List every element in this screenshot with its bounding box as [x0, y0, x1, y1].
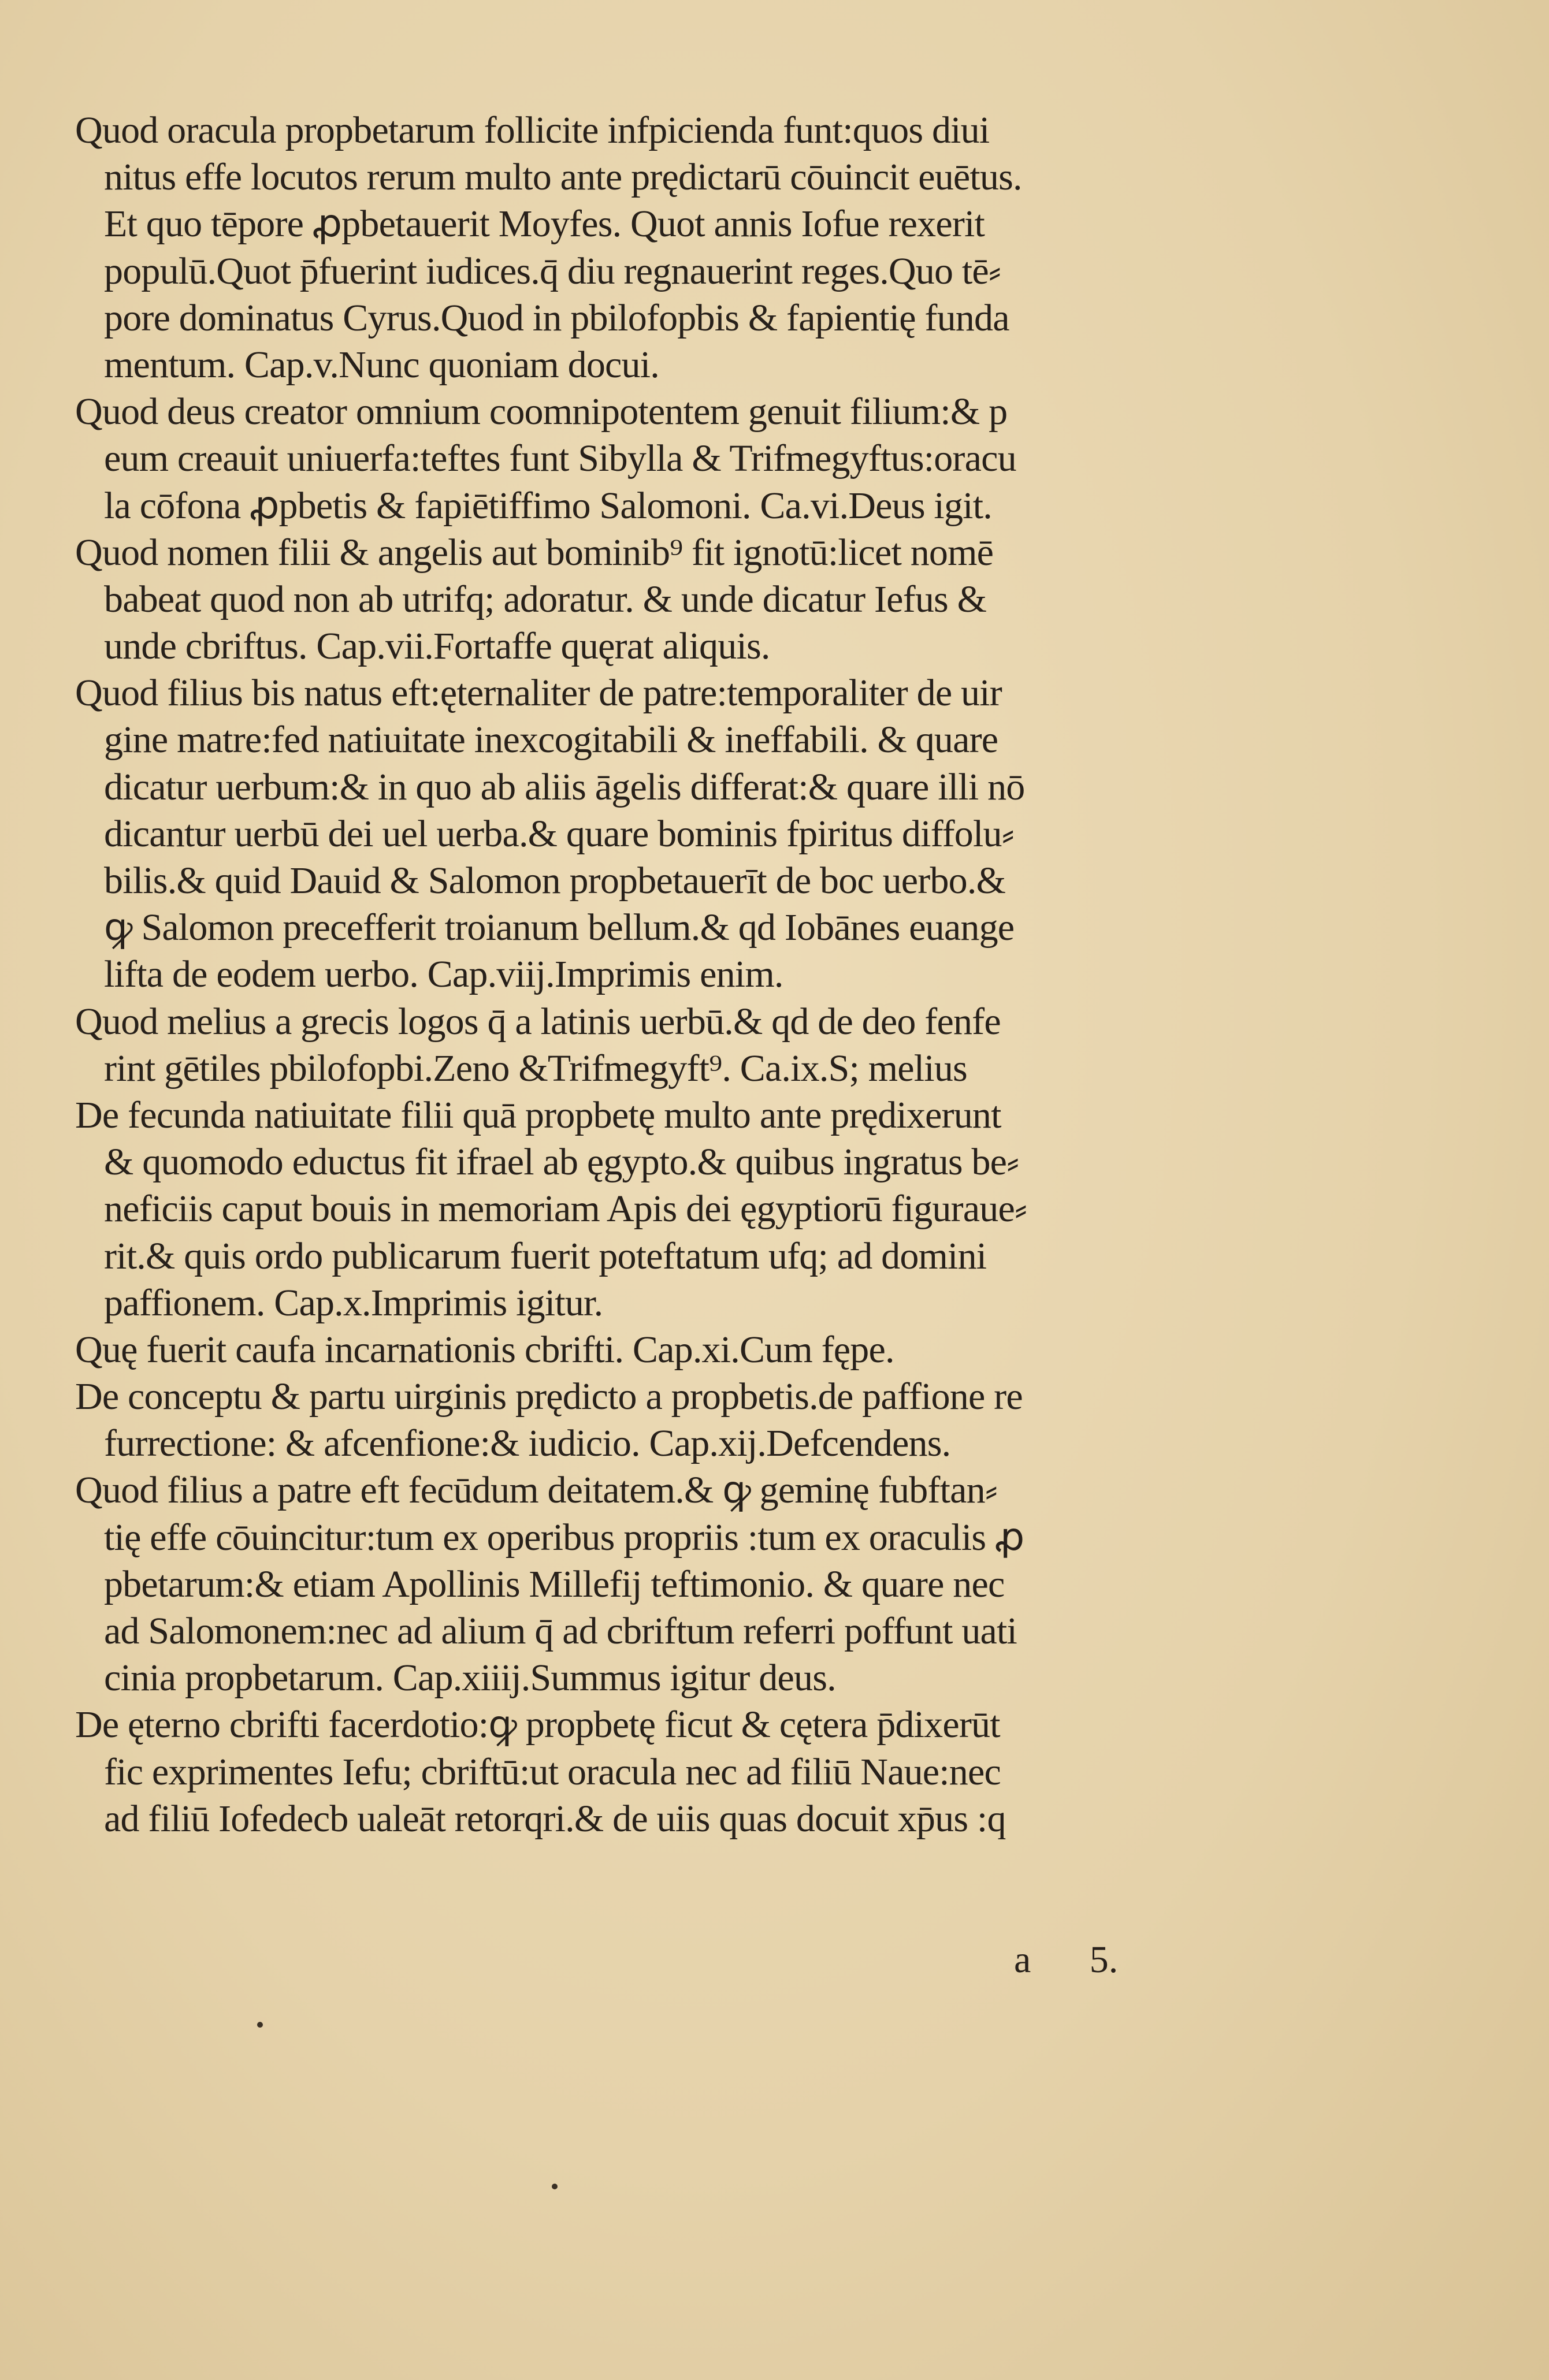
text-line-33: ad Salomonem:nec ad alium q̄ ad cbriftum referri poffunt uati [104, 1610, 1017, 1652]
text-line-5: pore dominatus Cyrus.Quod in pbilofopbis & fapientię funda [104, 296, 1009, 339]
ink-speck [552, 2184, 558, 2189]
text-line-26: paffionem. Cap.x.Imprimis igitur. [104, 1281, 603, 1324]
text-line-20: Quod melius a grecis logos q̄ a latinis uerbū.& qd de deo fenfe [75, 1000, 1001, 1043]
text-line-23: & quomodo eductus fit ifrael ab ęgypto.& quibus ingratus be⸗ [104, 1141, 1019, 1184]
text-line-11: babeat quod non ab utrifq; adoratur. & unde dicatur Iefus & [104, 578, 987, 620]
signature-number: 5. [1089, 1939, 1119, 1981]
text-line-17: bilis.& quid Dauid & Salomon propbetauerīt de boc uerbo.& [104, 860, 1006, 902]
text-line-9: la cōfona ꝓpbetis & fapiētiffimo Salomoni. Ca.vi.Deus igit. [104, 484, 992, 527]
text-line-10: Quod nomen filii & angelis aut bominib⁹ fit ignotū:licet nomē [75, 531, 994, 574]
text-line-32: pbetarum:& etiam Apollinis Millefij teftimonio. & quare nec [104, 1563, 1005, 1605]
text-line-24: neficiis caput bouis in memoriam Apis dei ęgyptiorū figuraue⸗ [104, 1188, 1027, 1230]
text-line-3: Et quo tēpore ꝓpbetauerit Moyfes. Quot annis Iofue rexerit [104, 203, 985, 246]
text-line-34: cinia propbetarum. Cap.xiiij.Summus igitur deus. [104, 1657, 836, 1700]
signature-mark [1014, 1938, 1167, 1982]
text-line-36: fic exprimentes Iefu; cbriftū:ut oracula nec ad filiū Naue:nec [104, 1750, 1001, 1793]
text-line-18: ꝙ Salomon precefferit troianum bellum.& qd Iobānes euange [104, 906, 1015, 949]
text-line-4: populū.Quot p̄fuerint iudices.q̄ diu regnauerint reges.Quo tē⸗ [104, 250, 1001, 292]
text-line-15: dicatur uerbum:& in quo ab aliis āgelis differat:& quare illi nō [104, 765, 1025, 808]
text-line-8: eum creauit uniuerfa:teftes funt Sibylla & Trifmegyftus:oracu [104, 437, 1016, 480]
text-line-2: nitus effe locutos rerum multo ante prędictarū cōuincit euētus. [104, 156, 1022, 199]
text-line-35: De ęterno cbrifti facerdotio:ꝙ propbetę ficut & cętera p̄dixerūt [75, 1704, 1000, 1746]
text-line-25: rit.& quis ordo publicarum fuerit poteftatum ufq; ad domini [104, 1234, 987, 1277]
text-line-37: ad filiū Iofedecb ualeāt retorqri.& de uiis quas docuit xp̄us :q [104, 1797, 1006, 1840]
text-line-30: Quod filius a patre eft fecūdum deitatem.& ꝙ geminę fubftan⸗ [75, 1469, 998, 1512]
text-line-13: Quod filius bis natus eft:ęternaliter de patre:temporaliter de uir [75, 672, 1002, 715]
text-line-14: gine matre:fed natiuitate inexcogitabili & ineffabili. & quare [104, 719, 998, 761]
text-line-28: De conceptu & partu uirginis prędicto a propbetis.de paffione re [75, 1375, 1023, 1418]
text-line-21: rint gētiles pbilofopbi.Zeno &Trifmegyft⁹. Ca.ix.S; melius [104, 1047, 967, 1089]
text-line-1: Quod oracula propbetarum follicite infpicienda funt:quos diui [75, 109, 990, 151]
ink-speck [257, 2022, 263, 2028]
text-line-7: Quod deus creator omnium coomnipotentem genuit filium:& p [75, 391, 1008, 433]
text-line-12: unde cbriftus. Cap.vii.Fortaffe quęrat aliquis. [104, 625, 770, 668]
text-line-6: mentum. Cap.v.Nunc quoniam docui. [104, 343, 659, 386]
text-line-19: lifta de eodem uerbo. Cap.viij.Imprimis enim. [104, 953, 783, 996]
text-line-27: Quę fuerit caufa incarnationis cbrifti. Cap.xi.Cum fępe. [75, 1328, 894, 1371]
text-line-22: De fecunda natiuitate filii quā propbetę multo ante prędixerunt [75, 1094, 1001, 1136]
text-line-16: dicantur uerbū dei uel uerba.& quare bominis fpiritus diffolu⸗ [104, 812, 1014, 855]
text-line-29: furrectione: & afcenfione:& iudicio. Cap.xij.Defcendens. [104, 1422, 951, 1465]
chapter-index-text [75, 107, 1173, 1842]
signature-letter: a [1014, 1939, 1031, 1981]
text-line-31: tię effe cōuincitur:tum ex operibus propriis :tum ex oraculis ꝓ [104, 1516, 1024, 1559]
